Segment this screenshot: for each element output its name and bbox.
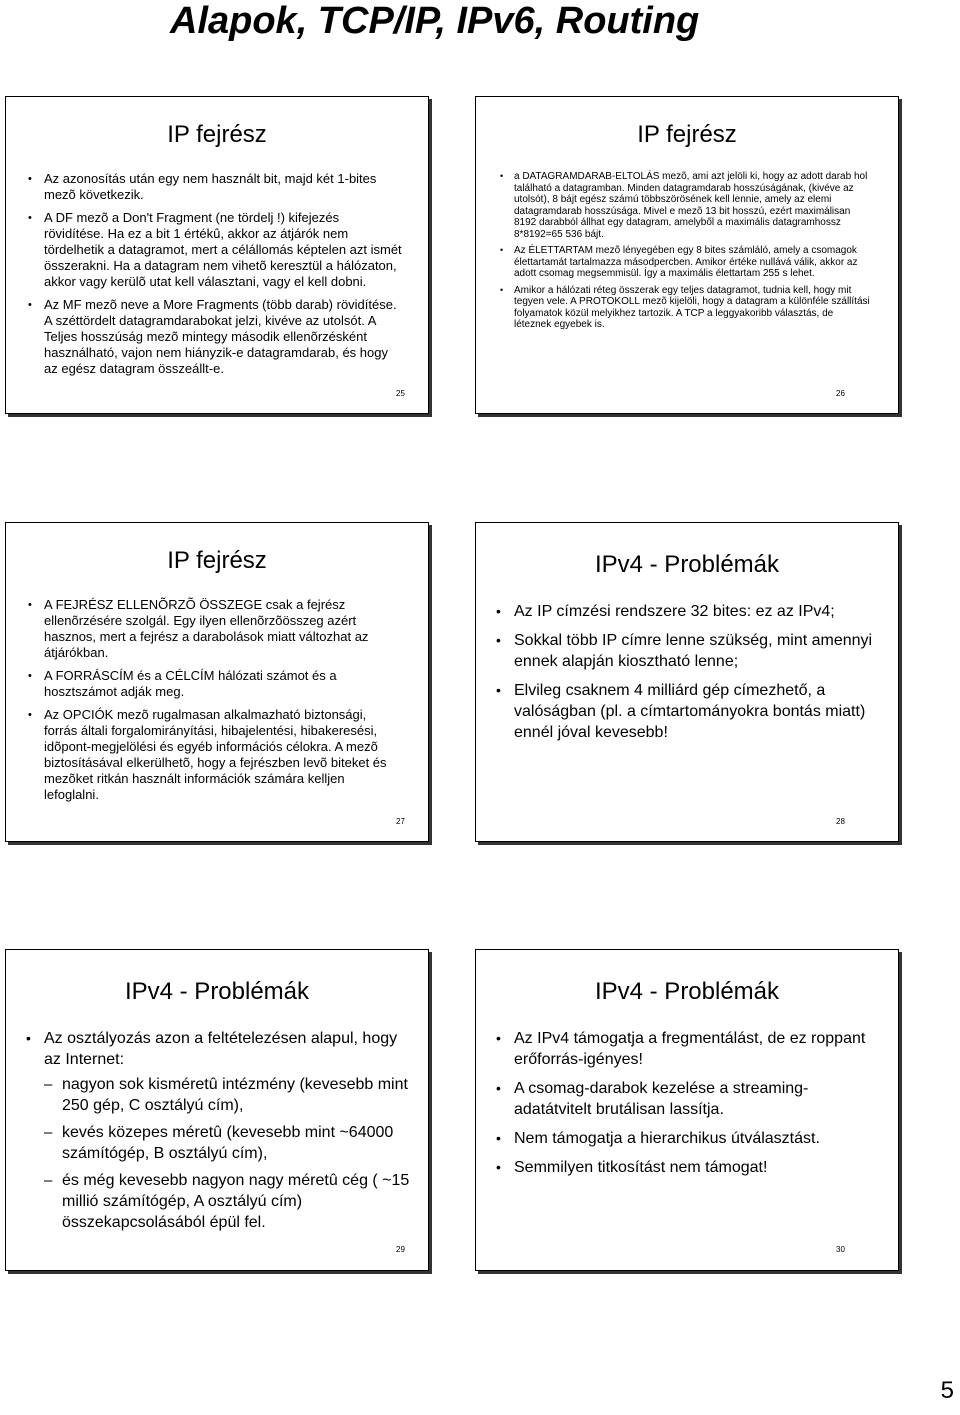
bullet-item: • Semmilyen titkosítást nem támogat!	[514, 1157, 880, 1178]
bullet-item: • A DF mezõ a Don't Fragment (ne tördelj !) kifejezés rövidítése. Ha ez a bit 1 értékû, akkor az átjárók nem tördelhetik a datagramot, mert a célállomás képtelen azt ismét összerakni. Ha a datagram nem vihetõ keresztül a hálózaton, akkor vagy kerülõ utat kell választani, vagy el kell dobni.	[44, 210, 402, 290]
bullet-item: • Amikor a hálózati réteg összerak egy teljes datagramot, tudnia kell, hogy mit tegyen vele. A PROTOKOLL mezõ kijelöli, hogy a datagram a különféle szállítási folyamatok közül melyikhez tartozik. A TCP a leggyakoribb választás, de léteznek egyebek is.	[514, 285, 872, 331]
slide-29	[5, 949, 429, 1271]
bullet-item: • Az ÉLETTARTAM mezõ lényegében egy 8 bites számláló, amely a csomagok élettartamát tartalmazza másodpercben. Amikor értéke nullává válik, akkor az adott csomag megsemmisül. Így a maximális élettartam 255 s lehet.	[514, 245, 872, 280]
slide-title: IPv4 - Problémák	[124, 978, 310, 1005]
bullet-list	[476, 171, 898, 331]
bullet-list	[6, 1028, 428, 1233]
bullet-list	[476, 601, 898, 743]
slide-27	[5, 522, 429, 842]
bullet-item: • a DATAGRAMDARAB-ELTOLÁS mezõ, ami azt jelöli ki, hogy az adott darab hol található a datagramban. Minden datagramdarab hosszúságának, (kivéve az utolsót), 8 bájt egész számú többszörösének kell lennie, amely az elemi datagramdarab hosszúsága. Mivel e mezõ 13 bit hosszú, ezért maximálisan 8192 darabból állhat egy datagram, amelyből a maximális datagramhossz 8*8192=65 536 bájt.	[514, 171, 872, 240]
slide-number: 26	[836, 389, 845, 398]
bullet-item: • Az MF mezõ neve a More Fragments (több darab) rövidítése. A széttördelt datagramdarabokat jelzi, kivéve az utolsót. A Teljes hosszúság mezõ mintegy második ellenõrzésként használható, vajon nem hiányzik-e datagramdarab, és hogy az egész datagram összeállt-e.	[44, 297, 402, 377]
slide-number: 25	[396, 389, 405, 398]
slide-title: IP fejrész	[167, 547, 267, 574]
sub-bullet-item: – nagyon sok kisméretû intézmény (kevesebb mint 250 gép, C osztályú cím),	[62, 1074, 410, 1116]
slide-title: IPv4 - Problémák	[594, 978, 780, 1005]
slide-30	[475, 949, 899, 1271]
sub-bullet-item: – és még kevesebb nagyon nagy méretû cég ( ~15 millió számítógép, A osztályú cím) összekapcsolásából épül fel.	[62, 1170, 410, 1233]
bullet-item	[44, 1028, 410, 1233]
bullet-item: • Az IPv4 támogatja a fregmentálást, de ez roppant erőforrás-igényes!	[514, 1028, 880, 1070]
slide-26	[475, 96, 899, 414]
bullet-list	[6, 171, 428, 377]
sub-bullet-item: – kevés közepes méretû (kevesebb mint ~64000 számítógép, B osztályú cím),	[62, 1122, 410, 1164]
slide-title: IP fejrész	[637, 121, 737, 148]
bullet-text: Az osztályozás azon a feltételezésen alapul, hogy az Internet:	[44, 1030, 398, 1068]
slide-25	[5, 96, 429, 414]
bullet-item: • Sokkal több IP címre lenne szükség, mint amennyi ennek alapján kiosztható lenne;	[514, 630, 880, 672]
slide-number: 27	[396, 817, 405, 826]
bullet-item: • Az IP címzési rendszere 32 bites: ez az IPv4;	[514, 601, 880, 622]
page-number: 5	[940, 1377, 954, 1404]
slide-number: 28	[836, 817, 845, 826]
bullet-item: • A csomag-darabok kezelése a streaming-adatátvitelt brutálisan lassítja.	[514, 1078, 880, 1120]
bullet-item: • Az OPCIÓK mezõ rugalmasan alkalmazható biztonsági, forrás általi forgalomirányítási, hibajelentési, hibakeresési, idõpont-megjelölési és egyéb információs célokra. A mezõ biztosításával elkerülhetõ, hogy a fejrészben levõ biteket és mezõket ritkán használt információk számára kelljen lefoglalni.	[44, 707, 402, 803]
bullet-list	[6, 597, 428, 803]
bullet-item: • Az azonosítás után egy nem használt bit, majd két 1-bites mezõ következik.	[44, 171, 402, 203]
bullet-list	[476, 1028, 898, 1178]
bullet-item: • A FEJRÉSZ ELLENÕRZÕ ÖSSZEGE csak a fejrész ellenõrzésére szolgál. Egy ilyen ellenõrzõösszeg azért hasznos, mert a fejrész a darabolások miatt változhat az átjárókban.	[44, 597, 402, 661]
document-title: Alapok, TCP/IP, IPv6, Routing	[170, 0, 700, 42]
slide-title: IP fejrész	[167, 121, 267, 148]
bullet-item: • A FORRÁSCÍM és a CÉLCÍM hálózati számot és a hosztszámot adják meg.	[44, 668, 402, 700]
slide-number: 30	[836, 1245, 845, 1254]
slide-28	[475, 522, 899, 842]
sub-bullet-list	[44, 1074, 410, 1233]
slide-number: 29	[396, 1245, 405, 1254]
slide-title: IPv4 - Problémák	[594, 551, 780, 578]
bullet-item: • Elvileg csaknem 4 milliárd gép címezhető, a valóságban (pl. a címtartományokra bontás miatt) ennél jóval kevesebb!	[514, 680, 880, 743]
bullet-item: • Nem támogatja a hierarchikus útválasztást.	[514, 1128, 880, 1149]
